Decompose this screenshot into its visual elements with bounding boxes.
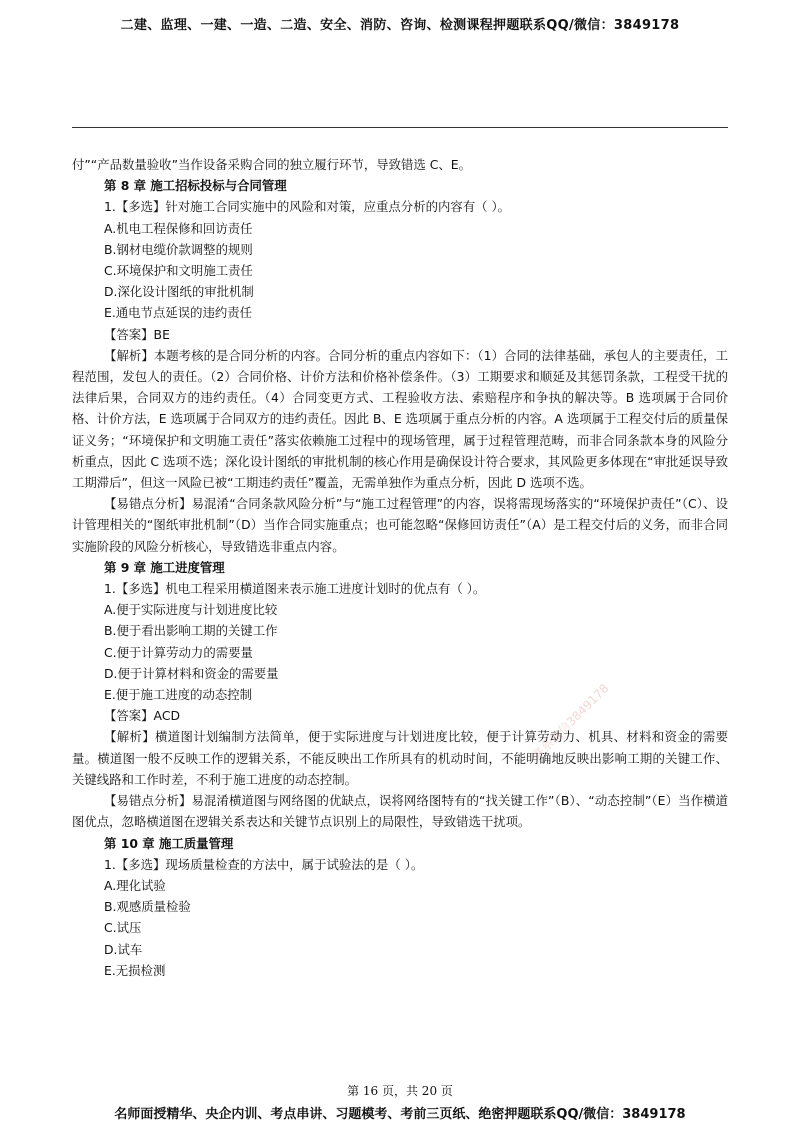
- chapter-9-error-analysis: 【易错点分析】易混淆横道图与网络图的优缺点，误将网络图特有的“找关键工作”（B）、“动态控制”（E）当作横道图优点，忽略横道图在逻辑关系表达和关键节点识别上的局限性，导致错选干扰项。: [72, 793, 728, 830]
- option-b: B.便于看出影响工期的关键工作: [104, 623, 278, 639]
- option-c: C.环境保护和文明施工责任: [104, 263, 253, 279]
- option-b: B.钢材电缆价款调整的规则: [104, 241, 253, 257]
- chapter-9-answer: 【答案】ACD: [104, 708, 181, 724]
- page-number: 第 16 页，共 20 页: [347, 1084, 453, 1098]
- watermark: 一联系微信3849178: [521, 681, 612, 772]
- chapter-8-title: 第 8 章 施工招标投标与合同管理: [104, 178, 287, 194]
- option-e: E.便于施工进度的动态控制: [104, 687, 253, 703]
- chapter-8-analysis: 【解析】本题考核的是合同分析的内容。合同分析的重点内容如下：（1）合同的法律基础，承包人的主要责任，工程范围，发包人的责任。（2）合同价格、计价方法和价格补偿条件。（3）工期要求和顺延及其惩罚条款，工程受干扰的法律后果，合同双方的违约责任。（4）合同变更方式、工程验收方法、索赔程序和争执的解决等。B 选项属于合同价格、计价方法，E 选项属于合同双方的违约责任。因此 B、E 选项属于重点分析的内容。A 选项属于工程交付后的质量保证义务；“环境保护和文明施工责任”落实依赖施工过程中的现场管理，属于过程管理范畴，而非合同条款本身的风险分析重点，因此 C 选项不选；深化设计图纸的审批机制的核心作用是确保设计符合要求，其风险更多体现在“审批延误导致工期滞后”，但这一风险已被“工期违约责任”覆盖，无需单独作为重点分析，因此 D 选项不选。: [72, 347, 728, 491]
- option-a: A.理化试验: [104, 877, 166, 893]
- chapter-9-analysis: 【解析】横道图计划编制方法简单，便于实际进度与计划进度比较，便于计算劳动力、机具、材料和资金的需要量。横道图一般不反映工作的逻辑关系，不能反映出工作所具有的机动时间，不能明确地反映出影响工期的关键工作、关键线路和工作时差，不利于施工进度的动态控制。: [72, 729, 728, 787]
- header-divider: [72, 127, 728, 128]
- option-e: E.无损检测: [104, 962, 166, 978]
- option-d: D.便于计算材料和资金的需要量: [104, 665, 279, 681]
- option-b: B.观感质量检验: [104, 899, 191, 915]
- header-banner: 二建、监理、一建、一造、二造、安全、消防、咨询、检测课程押题联系QQ/微信：3849178: [120, 18, 680, 33]
- chapter-8-question: 1.【多选】针对施工合同实施中的风险和对策，应重点分析的内容有（ ）。: [104, 199, 511, 215]
- chapter-9-title: 第 9 章 施工进度管理: [104, 559, 225, 575]
- continued-text: 付”“产品数量验收”当作设备采购合同的独立履行环节，导致错选 C、E。: [72, 157, 472, 172]
- option-c: C.试压: [104, 920, 142, 936]
- chapter-8-error-analysis: 【易错点分析】易混淆“合同条款风险分析”与“施工过程管理”的内容，误将需现场落实的“环境保护责任”（C）、设计管理相关的“图纸审批机制”（D）当作合同实施重点；也可能忽略“保修回访责任”（A）是工程交付后的义务，而非合同实施阶段的风险分析核心，导致错选非重点内容。: [72, 496, 728, 554]
- option-a: A.便于实际进度与计划进度比较: [104, 602, 278, 618]
- option-e: E.通电节点延误的违约责任: [104, 305, 253, 321]
- footer-banner: 名师面授精华、央企内训、考点串讲、习题模考、考前三页纸、绝密押题联系QQ/微信：3849178: [114, 1107, 686, 1122]
- chapter-10-question: 1.【多选】现场质量检查的方法中，属于试验法的是（ ）。: [104, 856, 424, 872]
- page-content: [72, 154, 728, 981]
- option-d: D.试车: [104, 941, 143, 957]
- option-d: D.深化设计图纸的审批机制: [104, 284, 254, 300]
- option-c: C.便于计算劳动力的需要量: [104, 644, 253, 660]
- chapter-8-answer: 【答案】BE: [104, 326, 170, 342]
- chapter-9-question: 1.【多选】机电工程采用横道图来表示施工进度计划时的优点有（ ）。: [104, 581, 486, 597]
- option-a: A.机电工程保修和回访责任: [104, 220, 253, 236]
- chapter-10-title: 第 10 章 施工质量管理: [104, 835, 234, 851]
